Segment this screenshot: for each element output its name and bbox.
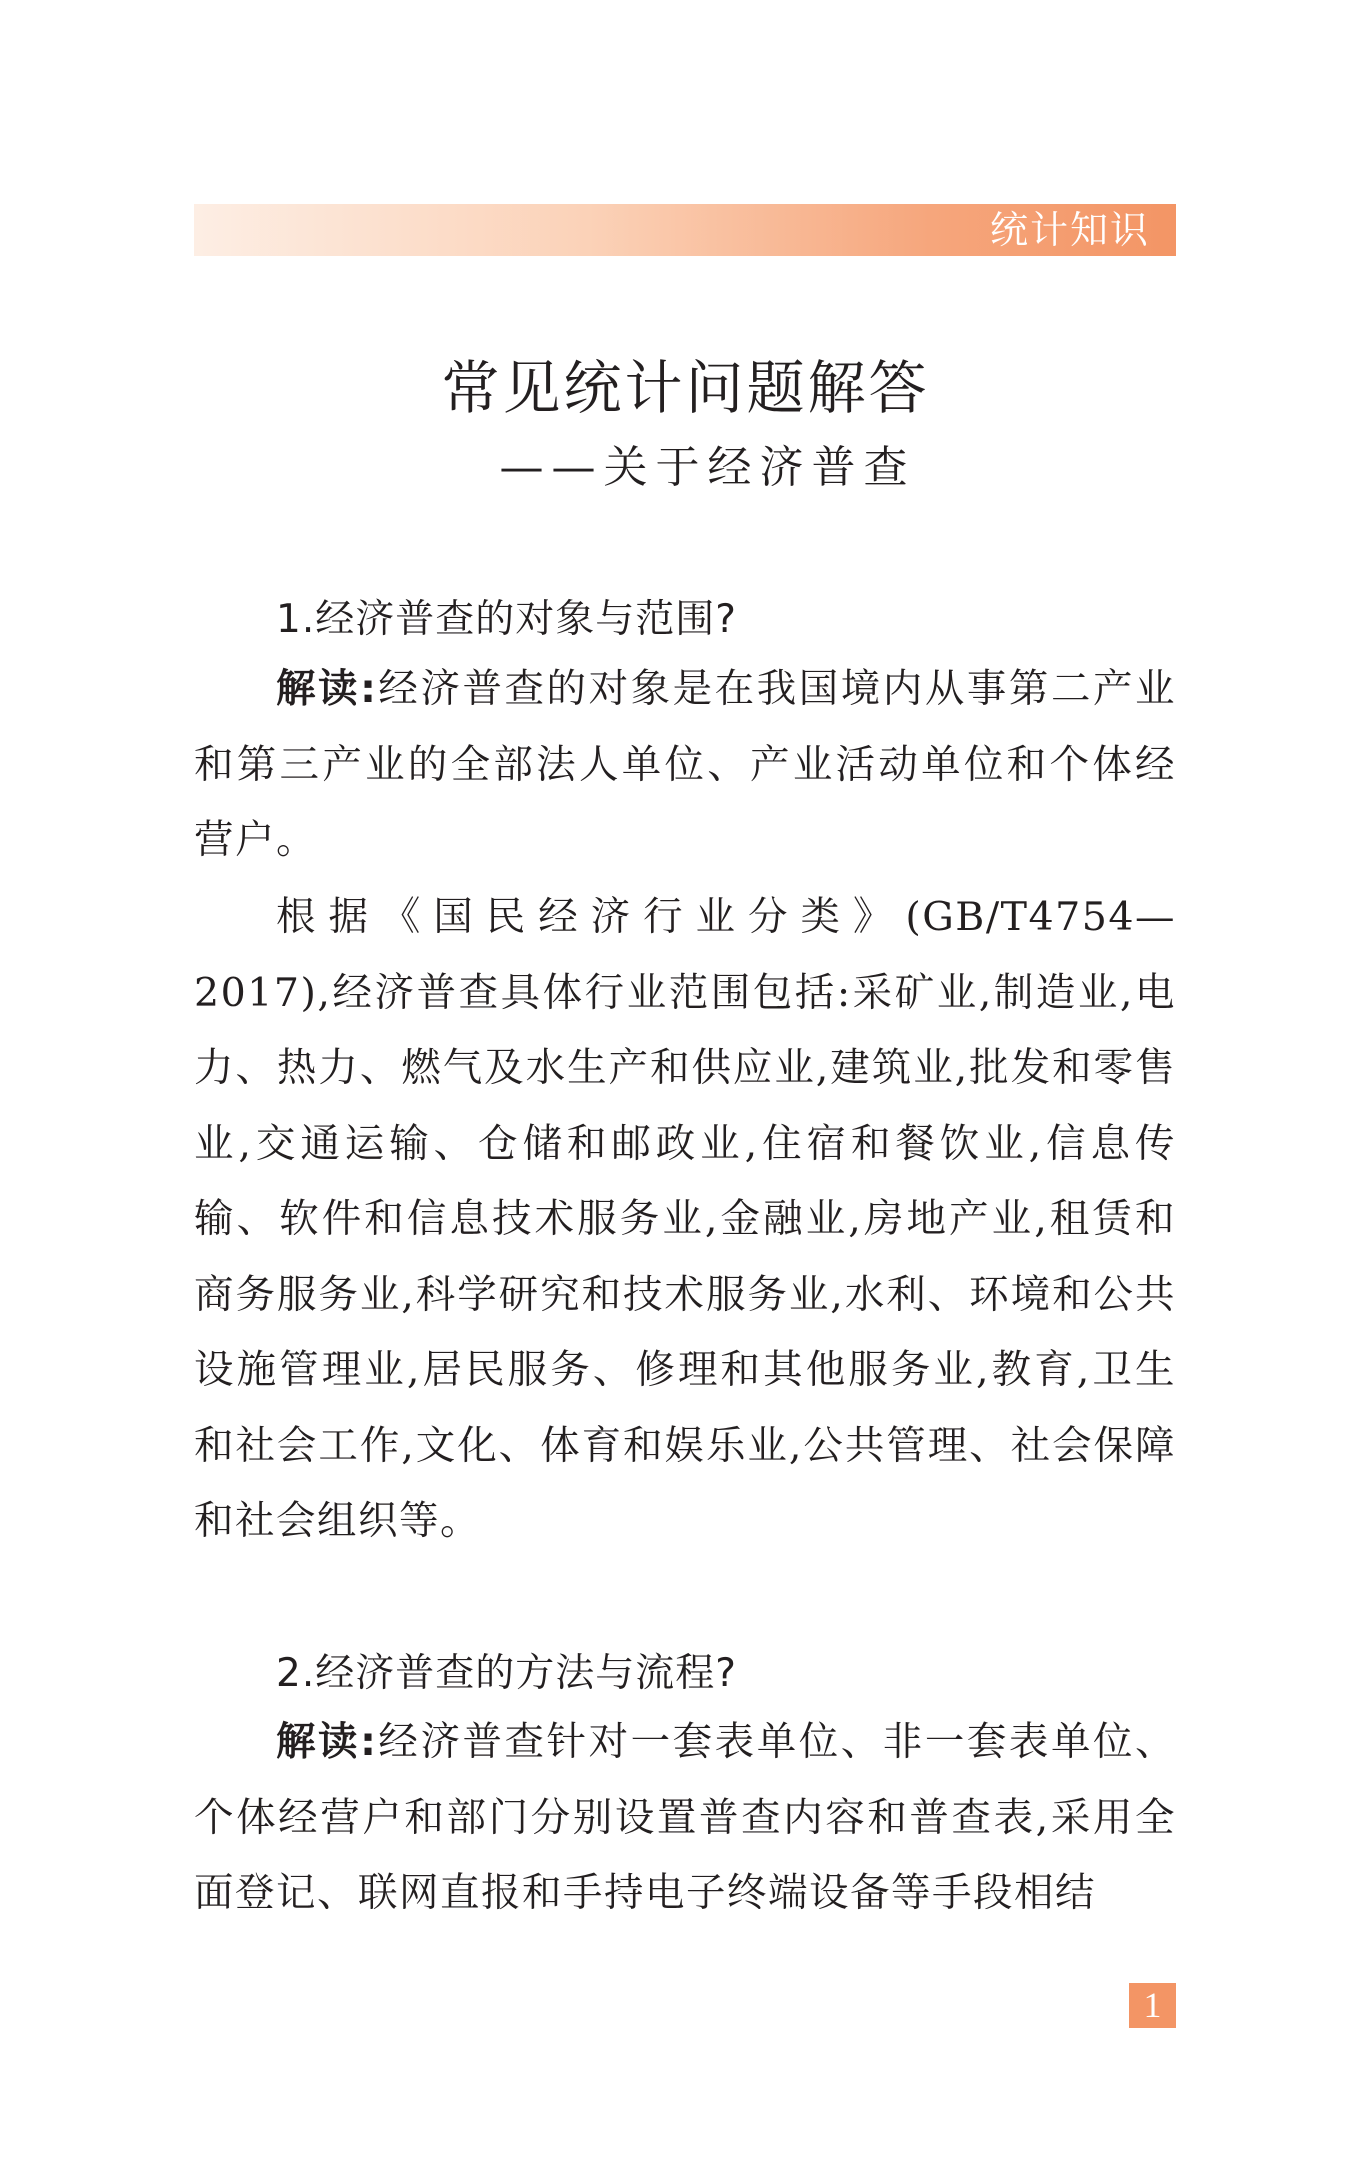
answer-text: 经济普查针对一套表单位、非一套表单位、个体经营户和部门分别设置普查内容和普查表,采用全面登记、联网直报和手持电子终端设备等手段相结	[194, 1719, 1177, 1916]
answer-2-paragraph-1	[194, 1705, 1176, 1932]
answer-1-paragraph-1	[194, 652, 1176, 879]
answer-lead: 解读:	[276, 666, 378, 712]
answer-1-paragraph-2	[194, 880, 1176, 1560]
page-subtitle: ——关于经济普查	[499, 442, 916, 493]
section-header-band	[194, 204, 1176, 256]
answer-text: 根据《国民经济行业分类》(GB/T4754—2017),经济普查具体行业范围包括:采矿业,制造业,电力、热力、燃气及水生产和供应业,建筑业,批发和零售业,交通运输、仓储和邮政业,住宿和餐饮业,信息传输、软件和信息技术服务业,金融业,房地产业,租赁和商务服务业,科学研究和技术服务业,水利、环境和公共设施管理业,居民服务、修理和其他服务业,教育,卫生和社会工作,文化、体育和娱乐业,公共管理、社会保障和社会组织等。	[194, 894, 1176, 1544]
answer-lead: 解读:	[276, 1719, 378, 1765]
question-2: 2.经济普查的方法与流程?	[276, 1651, 737, 1696]
page-number: 1	[1129, 1983, 1176, 2028]
question-1: 1.经济普查的对象与范围?	[276, 597, 737, 642]
section-label: 统计知识	[989, 208, 1150, 252]
answer-text: 经济普查的对象是在我国境内从事第二产业和第三产业的全部法人单位、产业活动单位和个体经营户。	[194, 666, 1177, 863]
page-title: 常见统计问题解答	[441, 354, 930, 422]
